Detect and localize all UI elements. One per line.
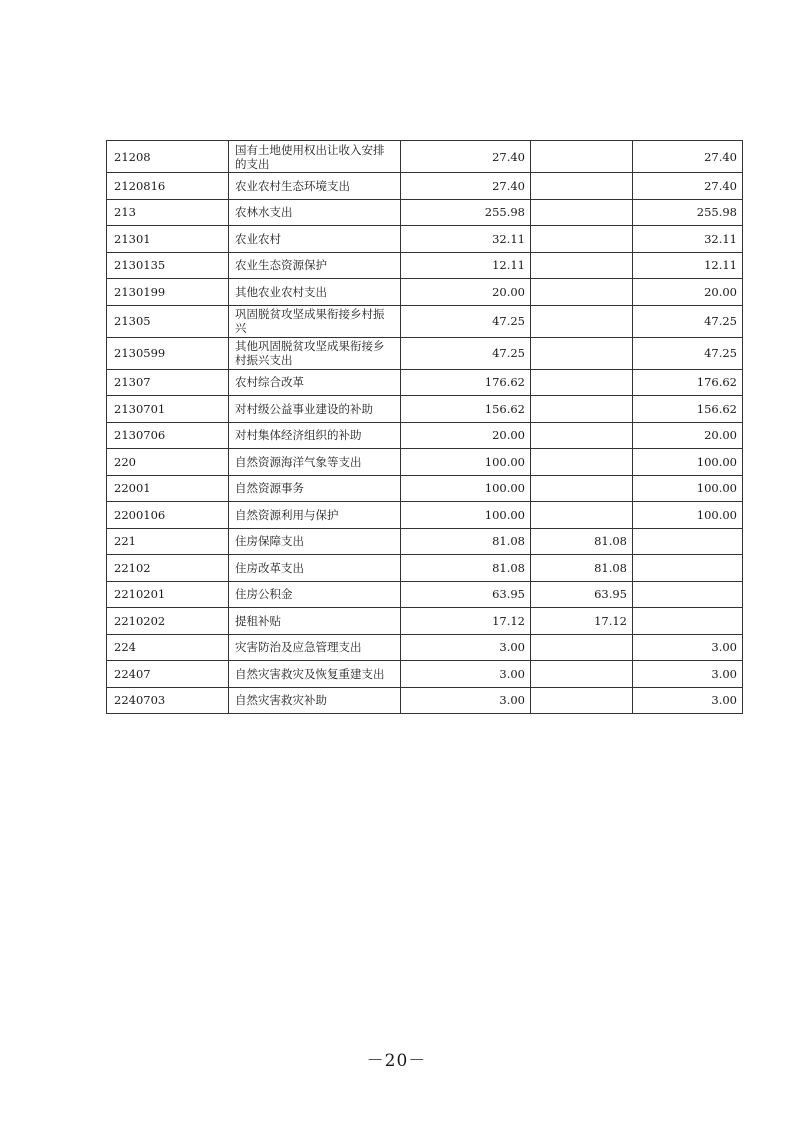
table-row — [107, 502, 743, 529]
table-row — [107, 581, 743, 608]
code-cell: 221 — [107, 528, 229, 555]
project-expenditure-cell — [633, 581, 743, 608]
item-name-cell: 对村级公益事业建设的补助 — [229, 396, 401, 423]
total-amount-cell: 47.25 — [401, 337, 531, 369]
code-cell: 2120816 — [107, 173, 229, 200]
project-expenditure-cell: 27.40 — [633, 173, 743, 200]
total-amount-cell: 3.00 — [401, 634, 531, 661]
item-name-cell: 自然资源事务 — [229, 475, 401, 502]
item-name-cell: 自然灾害救灾补助 — [229, 687, 401, 714]
total-amount-cell: 176.62 — [401, 369, 531, 396]
item-name-cell: 住房保障支出 — [229, 528, 401, 555]
total-amount-cell: 12.11 — [401, 252, 531, 279]
total-amount-cell: 100.00 — [401, 502, 531, 529]
basic-expenditure-cell — [531, 279, 633, 306]
table-row — [107, 252, 743, 279]
code-cell: 2200106 — [107, 502, 229, 529]
project-expenditure-cell — [633, 528, 743, 555]
item-name-cell: 农业农村 — [229, 226, 401, 253]
table-row — [107, 422, 743, 449]
project-expenditure-cell: 3.00 — [633, 661, 743, 688]
basic-expenditure-cell — [531, 305, 633, 337]
table-row — [107, 337, 743, 369]
project-expenditure-cell: 3.00 — [633, 687, 743, 714]
table-row — [107, 396, 743, 423]
budget-table — [106, 140, 743, 714]
table-row — [107, 449, 743, 476]
table-row — [107, 305, 743, 337]
code-cell: 22102 — [107, 555, 229, 582]
total-amount-cell: 20.00 — [401, 279, 531, 306]
item-name-cell: 自然资源海洋气象等支出 — [229, 449, 401, 476]
code-cell: 224 — [107, 634, 229, 661]
code-cell: 220 — [107, 449, 229, 476]
table-row — [107, 528, 743, 555]
total-amount-cell: 3.00 — [401, 687, 531, 714]
total-amount-cell: 255.98 — [401, 199, 531, 226]
total-amount-cell: 100.00 — [401, 475, 531, 502]
basic-expenditure-cell — [531, 449, 633, 476]
item-name-cell: 自然灾害救灾及恢复重建支出 — [229, 661, 401, 688]
project-expenditure-cell: 27.40 — [633, 141, 743, 173]
project-expenditure-cell — [633, 608, 743, 635]
item-name-cell: 农业生态资源保护 — [229, 252, 401, 279]
total-amount-cell: 27.40 — [401, 173, 531, 200]
basic-expenditure-cell: 17.12 — [531, 608, 633, 635]
project-expenditure-cell: 47.25 — [633, 305, 743, 337]
code-cell: 22001 — [107, 475, 229, 502]
code-cell: 2130599 — [107, 337, 229, 369]
item-name-cell: 提租补贴 — [229, 608, 401, 635]
total-amount-cell: 47.25 — [401, 305, 531, 337]
table-row — [107, 661, 743, 688]
basic-expenditure-cell: 81.08 — [531, 528, 633, 555]
code-cell: 2210201 — [107, 581, 229, 608]
basic-expenditure-cell — [531, 422, 633, 449]
code-cell: 21208 — [107, 141, 229, 173]
item-name-cell: 巩固脱贫攻坚成果衔接乡村振兴 — [229, 305, 401, 337]
total-amount-cell: 81.08 — [401, 555, 531, 582]
project-expenditure-cell: 3.00 — [633, 634, 743, 661]
code-cell: 22407 — [107, 661, 229, 688]
project-expenditure-cell — [633, 555, 743, 582]
basic-expenditure-cell — [531, 141, 633, 173]
project-expenditure-cell: 32.11 — [633, 226, 743, 253]
total-amount-cell: 100.00 — [401, 449, 531, 476]
table-row — [107, 279, 743, 306]
total-amount-cell: 81.08 — [401, 528, 531, 555]
item-name-cell: 农林水支出 — [229, 199, 401, 226]
project-expenditure-cell: 100.00 — [633, 449, 743, 476]
code-cell: 213 — [107, 199, 229, 226]
table-row — [107, 475, 743, 502]
project-expenditure-cell: 156.62 — [633, 396, 743, 423]
page-number: －20－ — [366, 1051, 427, 1071]
code-cell: 2130199 — [107, 279, 229, 306]
basic-expenditure-cell — [531, 369, 633, 396]
item-name-cell: 住房公积金 — [229, 581, 401, 608]
table-row — [107, 634, 743, 661]
code-cell: 2130135 — [107, 252, 229, 279]
basic-expenditure-cell — [531, 502, 633, 529]
item-name-cell: 自然资源利用与保护 — [229, 502, 401, 529]
basic-expenditure-cell — [531, 634, 633, 661]
item-name-cell: 农村综合改革 — [229, 369, 401, 396]
basic-expenditure-cell — [531, 252, 633, 279]
total-amount-cell: 32.11 — [401, 226, 531, 253]
basic-expenditure-cell — [531, 337, 633, 369]
table-body — [107, 141, 743, 714]
item-name-cell: 其他巩固脱贫攻坚成果衔接乡村振兴支出 — [229, 337, 401, 369]
item-name-cell: 农业农村生态环境支出 — [229, 173, 401, 200]
basic-expenditure-cell — [531, 226, 633, 253]
code-cell: 2210202 — [107, 608, 229, 635]
basic-expenditure-cell — [531, 396, 633, 423]
basic-expenditure-cell — [531, 661, 633, 688]
table-row — [107, 555, 743, 582]
project-expenditure-cell: 20.00 — [633, 279, 743, 306]
project-expenditure-cell: 47.25 — [633, 337, 743, 369]
code-cell: 2130706 — [107, 422, 229, 449]
code-cell: 21305 — [107, 305, 229, 337]
project-expenditure-cell: 100.00 — [633, 502, 743, 529]
basic-expenditure-cell: 81.08 — [531, 555, 633, 582]
code-cell: 2130701 — [107, 396, 229, 423]
project-expenditure-cell: 255.98 — [633, 199, 743, 226]
code-cell: 2240703 — [107, 687, 229, 714]
total-amount-cell: 20.00 — [401, 422, 531, 449]
table-row — [107, 608, 743, 635]
item-name-cell: 其他农业农村支出 — [229, 279, 401, 306]
project-expenditure-cell: 20.00 — [633, 422, 743, 449]
item-name-cell: 国有土地使用权出让收入安排的支出 — [229, 141, 401, 173]
code-cell: 21307 — [107, 369, 229, 396]
basic-expenditure-cell — [531, 199, 633, 226]
table-row — [107, 173, 743, 200]
table-row — [107, 199, 743, 226]
total-amount-cell: 27.40 — [401, 141, 531, 173]
basic-expenditure-cell: 63.95 — [531, 581, 633, 608]
total-amount-cell: 63.95 — [401, 581, 531, 608]
total-amount-cell: 3.00 — [401, 661, 531, 688]
basic-expenditure-cell — [531, 687, 633, 714]
total-amount-cell: 17.12 — [401, 608, 531, 635]
item-name-cell: 住房改革支出 — [229, 555, 401, 582]
project-expenditure-cell: 12.11 — [633, 252, 743, 279]
table-row — [107, 687, 743, 714]
table-row — [107, 226, 743, 253]
item-name-cell: 灾害防治及应急管理支出 — [229, 634, 401, 661]
project-expenditure-cell: 176.62 — [633, 369, 743, 396]
basic-expenditure-cell — [531, 475, 633, 502]
project-expenditure-cell: 100.00 — [633, 475, 743, 502]
total-amount-cell: 156.62 — [401, 396, 531, 423]
table-row — [107, 141, 743, 173]
table-row — [107, 369, 743, 396]
code-cell: 21301 — [107, 226, 229, 253]
item-name-cell: 对村集体经济组织的补助 — [229, 422, 401, 449]
basic-expenditure-cell — [531, 173, 633, 200]
